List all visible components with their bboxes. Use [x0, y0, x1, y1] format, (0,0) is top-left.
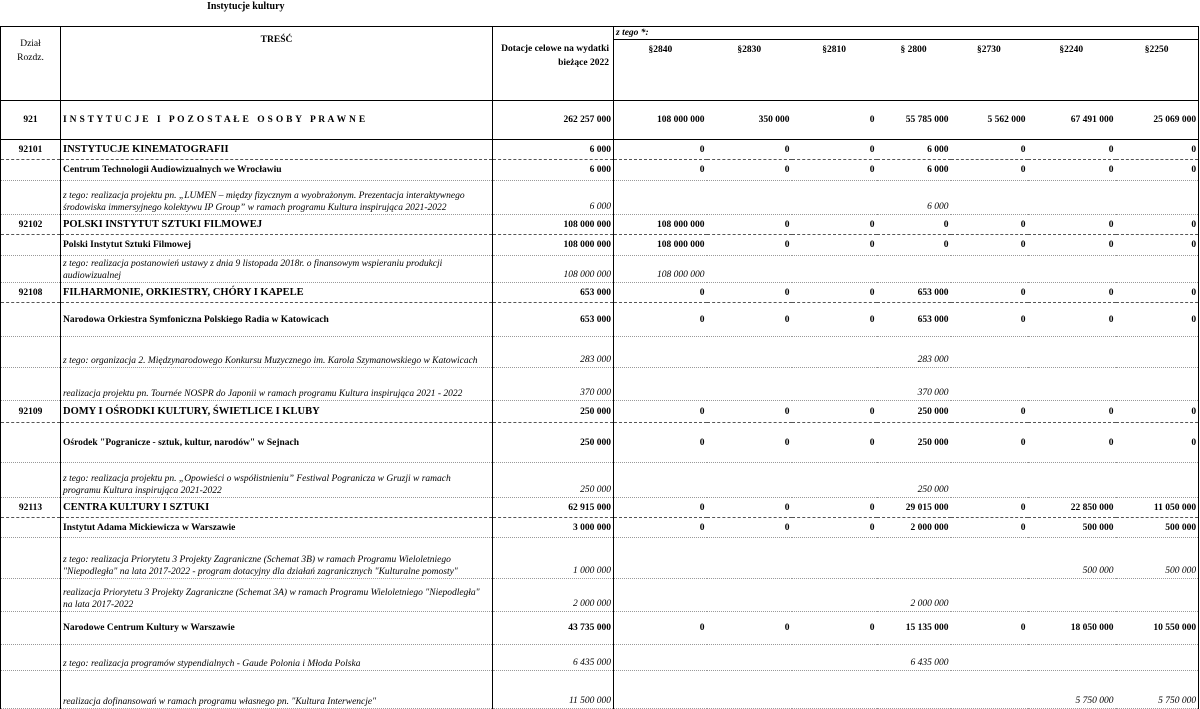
cell-value: 0: [1028, 303, 1116, 337]
cell-value: 500 000: [1028, 538, 1116, 579]
row-code: [1, 181, 61, 215]
cell-value: [1028, 645, 1116, 671]
row-label: z tego: organizacja 2. Międzynarodowego Konkursu Muzycznego im. Karola Szymanowskiego w Katowicach: [61, 337, 493, 368]
cell-value: 6 000: [493, 181, 614, 215]
cell-value: [1028, 337, 1116, 368]
cell-value: [792, 181, 877, 215]
cell-value: 0: [614, 612, 707, 645]
row-code: [1, 368, 61, 401]
detail-row: [1, 463, 1199, 498]
inst-row: [1, 235, 1199, 256]
cell-value: 0: [951, 140, 1028, 160]
cell-value: [792, 337, 877, 368]
cell-value: 0: [707, 612, 792, 645]
cell-value: 0: [877, 235, 951, 256]
cell-value: [951, 579, 1028, 612]
cell-value: 370 000: [493, 368, 614, 401]
header-paragraph-cols: [614, 40, 1198, 60]
cell-value: [1116, 368, 1199, 401]
row-label: POLSKI INSTYTUT SZTUKI FILMOWEJ: [61, 215, 493, 235]
cell-value: 653 000: [877, 303, 951, 337]
cell-value: 108 000 000: [614, 256, 707, 283]
row-code: [1, 337, 61, 368]
cell-value: 0: [1116, 160, 1199, 181]
cell-value: [614, 368, 707, 401]
cell-value: 0: [951, 498, 1028, 518]
cell-value: 0: [614, 283, 707, 303]
cell-value: 0: [1028, 401, 1116, 423]
row-code: 92101: [1, 140, 61, 160]
header-col-2810: §2810: [822, 45, 847, 55]
cell-value: 0: [1028, 235, 1116, 256]
row-label: CENTRA KULTURY I SZTUKI: [61, 498, 493, 518]
cell-value: 0: [707, 160, 792, 181]
cell-value: 0: [1116, 423, 1199, 463]
cell-value: [792, 256, 877, 283]
cell-value: 108 000 000: [614, 215, 707, 235]
detail-row: [1, 368, 1199, 401]
cell-value: 0: [792, 498, 877, 518]
cell-value: 0: [792, 235, 877, 256]
cell-value: [707, 463, 792, 498]
detail-row: [1, 671, 1199, 709]
header-col-2730: §2730: [977, 45, 1001, 55]
row-code: 92108: [1, 283, 61, 303]
cell-value: 0: [1028, 283, 1116, 303]
cell-value: 5 562 000: [951, 101, 1028, 140]
cell-value: 0: [792, 283, 877, 303]
cell-value: 18 050 000: [1028, 612, 1116, 645]
row-code: [1, 463, 61, 498]
cell-value: 0: [792, 140, 877, 160]
cell-value: 10 550 000: [1116, 612, 1199, 645]
inst-row: [1, 612, 1199, 645]
cell-value: 5 750 000: [1116, 671, 1199, 709]
chapter-row: [1, 140, 1199, 160]
header-col-2250: §2250: [1144, 45, 1169, 55]
budget-table: [0, 26, 1199, 709]
cell-value: 108 000 000: [493, 235, 614, 256]
page-title: Instytucje kultury: [207, 1, 285, 12]
row-code: [1, 645, 61, 671]
row-code: [1, 671, 61, 709]
cell-value: 283 000: [877, 337, 951, 368]
cell-value: [951, 463, 1028, 498]
row-label: FILHARMONIE, ORKIESTRY, CHÓRY I KAPELE: [61, 283, 493, 303]
row-code: [1, 612, 61, 645]
cell-value: 6 000: [493, 140, 614, 160]
cell-value: [792, 463, 877, 498]
cell-value: 11 500 000: [493, 671, 614, 709]
cell-value: 6 435 000: [493, 645, 614, 671]
cell-value: 653 000: [493, 283, 614, 303]
header-col-2800: § 2800: [900, 45, 927, 55]
header-dzial-rozdz: [1, 27, 61, 101]
cell-value: [1116, 579, 1199, 612]
cell-value: [614, 645, 707, 671]
chapter-row: [1, 215, 1199, 235]
row-label: Centrum Technologii Audiowizualnych we Wrocławiu: [61, 160, 493, 181]
cell-value: [951, 671, 1028, 709]
cell-value: [707, 538, 792, 579]
cell-value: 108 000 000: [493, 256, 614, 283]
cell-value: 0: [707, 303, 792, 337]
cell-value: [1116, 337, 1199, 368]
cell-value: [707, 368, 792, 401]
cell-value: 0: [1028, 423, 1116, 463]
row-label: z tego: realizacja postanowień ustawy z dnia 9 listopada 2018r. o finansowym wspieraniu produkcji audiowizualnej: [61, 256, 493, 283]
cell-value: 0: [707, 140, 792, 160]
table-header-row: [1, 27, 1199, 101]
cell-value: 0: [792, 215, 877, 235]
section-row: [1, 101, 1199, 140]
cell-value: [951, 181, 1028, 215]
row-label: Polski Instytut Sztuki Filmowej: [61, 235, 493, 256]
cell-value: 0: [951, 303, 1028, 337]
cell-value: 0: [951, 518, 1028, 538]
header-dzial: Dział: [20, 39, 41, 49]
cell-value: 3 000 000: [493, 518, 614, 538]
detail-row: [1, 181, 1199, 215]
cell-value: [1116, 256, 1199, 283]
cell-value: 22 850 000: [1028, 498, 1116, 518]
cell-value: [707, 579, 792, 612]
cell-value: 0: [792, 423, 877, 463]
row-label: Instytut Adama Mickiewicza w Warszawie: [61, 518, 493, 538]
row-code: 92113: [1, 498, 61, 518]
cell-value: 108 000 000: [614, 101, 707, 140]
cell-value: 262 257 000: [493, 101, 614, 140]
cell-value: 0: [951, 160, 1028, 181]
cell-value: 29 015 000: [877, 498, 951, 518]
cell-value: 0: [1116, 235, 1199, 256]
cell-value: [951, 645, 1028, 671]
row-label: z tego: realizacja projektu pn. „Opowieści o współistnieniu” Festiwal Pogranicza w Gruzji w ramach programu Kultura inspirująca 2021-2022: [61, 463, 493, 498]
row-label: Ośrodek "Pogranicze - sztuk, kultur, narodów" w Sejnach: [61, 423, 493, 463]
cell-value: 2 000 000: [493, 579, 614, 612]
cell-value: 6 000: [877, 160, 951, 181]
cell-value: 0: [614, 423, 707, 463]
cell-value: [792, 368, 877, 401]
cell-value: 0: [792, 101, 877, 140]
detail-row: [1, 645, 1199, 671]
cell-value: [792, 579, 877, 612]
cell-value: 0: [707, 235, 792, 256]
cell-value: 2 000 000: [877, 579, 951, 612]
row-label: INSTYTUCJE KINEMATOGRAFII: [61, 140, 493, 160]
cell-value: 15 135 000: [877, 612, 951, 645]
header-col-2240: §2240: [1059, 45, 1084, 55]
cell-value: 62 915 000: [493, 498, 614, 518]
cell-value: [1028, 256, 1116, 283]
cell-value: [707, 256, 792, 283]
row-code: [1, 160, 61, 181]
row-code: [1, 423, 61, 463]
cell-value: 250 000: [493, 463, 614, 498]
cell-value: 500 000: [1028, 518, 1116, 538]
header-rozdz: Rozdz.: [17, 53, 44, 63]
cell-value: [1116, 463, 1199, 498]
cell-value: 108 000 000: [614, 235, 707, 256]
cell-value: 0: [792, 518, 877, 538]
inst-row: [1, 518, 1199, 538]
header-col-2840: §2840: [648, 45, 673, 55]
cell-value: [614, 463, 707, 498]
cell-value: 250 000: [877, 463, 951, 498]
cell-value: 653 000: [493, 303, 614, 337]
cell-value: [792, 538, 877, 579]
cell-value: 0: [1028, 160, 1116, 181]
row-label: z tego: realizacja programów stypendialnych - Gaude Polonia i Młoda Polska: [61, 645, 493, 671]
cell-value: 0: [792, 612, 877, 645]
cell-value: 0: [1116, 140, 1199, 160]
cell-value: 500 000: [1116, 538, 1199, 579]
inst-row: [1, 423, 1199, 463]
cell-value: [792, 671, 877, 709]
cell-value: 0: [614, 498, 707, 518]
row-code: [1, 256, 61, 283]
cell-value: 67 491 000: [1028, 101, 1116, 140]
cell-value: 0: [1028, 215, 1116, 235]
cell-value: [614, 181, 707, 215]
row-label: realizacja projektu pn. Tournée NOSPR do Japonii w ramach programu Kultura inspirująca 2021 - 2022: [61, 368, 493, 401]
detail-row: [1, 579, 1199, 612]
row-label: I N S T Y T U C J E I P O Z O S T A Ł E O S O B Y P R A W N E: [61, 101, 493, 140]
cell-value: [1116, 645, 1199, 671]
cell-value: [1028, 579, 1116, 612]
cell-value: 500 000: [1116, 518, 1199, 538]
row-label: DOMY I OŚRODKI KULTURY, ŚWIETLICE I KLUBY: [61, 401, 493, 423]
cell-value: 11 050 000: [1116, 498, 1199, 518]
detail-row: [1, 256, 1199, 283]
cell-value: 0: [951, 612, 1028, 645]
row-code: 92102: [1, 215, 61, 235]
cell-value: 0: [707, 401, 792, 423]
cell-value: [707, 645, 792, 671]
row-code: [1, 518, 61, 538]
cell-value: [614, 671, 707, 709]
detail-row: [1, 337, 1199, 368]
cell-value: 0: [951, 401, 1028, 423]
cell-value: 0: [614, 518, 707, 538]
cell-value: 0: [877, 215, 951, 235]
cell-value: 5 750 000: [1028, 671, 1116, 709]
cell-value: [951, 337, 1028, 368]
row-label: realizacja Priorytetu 3 Projekty Zagraniczne (Schemat 3A) w ramach Programu Wieloletniego "Niepodległa" na lata 2017-2022: [61, 579, 493, 612]
cell-value: [614, 579, 707, 612]
cell-value: 283 000: [493, 337, 614, 368]
cell-value: [707, 671, 792, 709]
row-code: [1, 538, 61, 579]
cell-value: [877, 671, 951, 709]
row-code: [1, 235, 61, 256]
cell-value: 0: [1028, 140, 1116, 160]
cell-value: [1028, 463, 1116, 498]
cell-value: 370 000: [877, 368, 951, 401]
cell-value: [1028, 181, 1116, 215]
row-label: realizacja dofinansowań w ramach programu własnego pn. "Kultura Interwencje": [61, 671, 493, 709]
row-label: z tego: realizacja projektu pn. „LUMEN – między fizycznym a wyobrażonym. Prezentacja interaktywnego środowiska immersyjnego kolektywu IP Group” w ramach programu Kultura inspirująca 2021-2022: [61, 181, 493, 215]
cell-value: 0: [614, 140, 707, 160]
cell-value: 0: [1116, 215, 1199, 235]
cell-value: [951, 256, 1028, 283]
row-code: 92109: [1, 401, 61, 423]
cell-value: 55 785 000: [877, 101, 951, 140]
cell-value: [707, 181, 792, 215]
cell-value: 0: [614, 160, 707, 181]
cell-value: [1028, 368, 1116, 401]
cell-value: 0: [707, 215, 792, 235]
header-dotacje: Dotacje celowe na wydatki bieżące 2022: [493, 27, 614, 101]
cell-value: 0: [1116, 283, 1199, 303]
row-code: [1, 303, 61, 337]
cell-value: [614, 337, 707, 368]
chapter-row: [1, 498, 1199, 518]
row-label: Narodowe Centrum Kultury w Warszawie: [61, 612, 493, 645]
cell-value: 1 000 000: [493, 538, 614, 579]
cell-value: [877, 256, 951, 283]
cell-value: 43 735 000: [493, 612, 614, 645]
cell-value: 6 000: [877, 181, 951, 215]
cell-value: 0: [792, 401, 877, 423]
chapter-row: [1, 401, 1199, 423]
cell-value: 6 000: [877, 140, 951, 160]
cell-value: 0: [951, 423, 1028, 463]
cell-value: [707, 337, 792, 368]
cell-value: 0: [792, 160, 877, 181]
cell-value: 0: [951, 215, 1028, 235]
header-col-2830: §2830: [737, 45, 762, 55]
cell-value: 0: [1116, 303, 1199, 337]
cell-value: 108 000 000: [493, 215, 614, 235]
cell-value: 6 435 000: [877, 645, 951, 671]
header-tresc: TREŚĆ: [61, 27, 493, 101]
header-ztego-group: [614, 27, 1199, 101]
cell-value: 250 000: [493, 423, 614, 463]
cell-value: 0: [951, 283, 1028, 303]
cell-value: 0: [614, 303, 707, 337]
inst-row: [1, 303, 1199, 337]
cell-value: [877, 538, 951, 579]
cell-value: 0: [614, 401, 707, 423]
cell-value: 0: [1116, 401, 1199, 423]
cell-value: 6 000: [493, 160, 614, 181]
cell-value: 250 000: [877, 423, 951, 463]
cell-value: [792, 645, 877, 671]
cell-value: 0: [951, 235, 1028, 256]
cell-value: 653 000: [877, 283, 951, 303]
cell-value: 0: [707, 498, 792, 518]
inst-row: [1, 160, 1199, 181]
cell-value: 250 000: [493, 401, 614, 423]
cell-value: 0: [707, 518, 792, 538]
cell-value: 0: [792, 303, 877, 337]
cell-value: [1116, 181, 1199, 215]
cell-value: 350 000: [707, 101, 792, 140]
row-code: [1, 579, 61, 612]
cell-value: 0: [707, 283, 792, 303]
row-code: 921: [1, 101, 61, 140]
header-ztego: z tego *:: [614, 27, 1198, 40]
row-label: Narodowa Orkiestra Symfoniczna Polskiego Radia w Katowicach: [61, 303, 493, 337]
cell-value: 0: [707, 423, 792, 463]
chapter-row: [1, 283, 1199, 303]
cell-value: 2 000 000: [877, 518, 951, 538]
cell-value: 250 000: [877, 401, 951, 423]
cell-value: [951, 368, 1028, 401]
detail-row: [1, 538, 1199, 579]
cell-value: 25 069 000: [1116, 101, 1199, 140]
cell-value: [951, 538, 1028, 579]
row-label: z tego: realizacja Priorytetu 3 Projekty Zagraniczne (Schemat 3B) w ramach Programu Wieloletniego "Niepodległa" na lata 2017-2022 - program dotacyjny dla działań zagranicznych "Kulturalne pomosty": [61, 538, 493, 579]
cell-value: [614, 538, 707, 579]
